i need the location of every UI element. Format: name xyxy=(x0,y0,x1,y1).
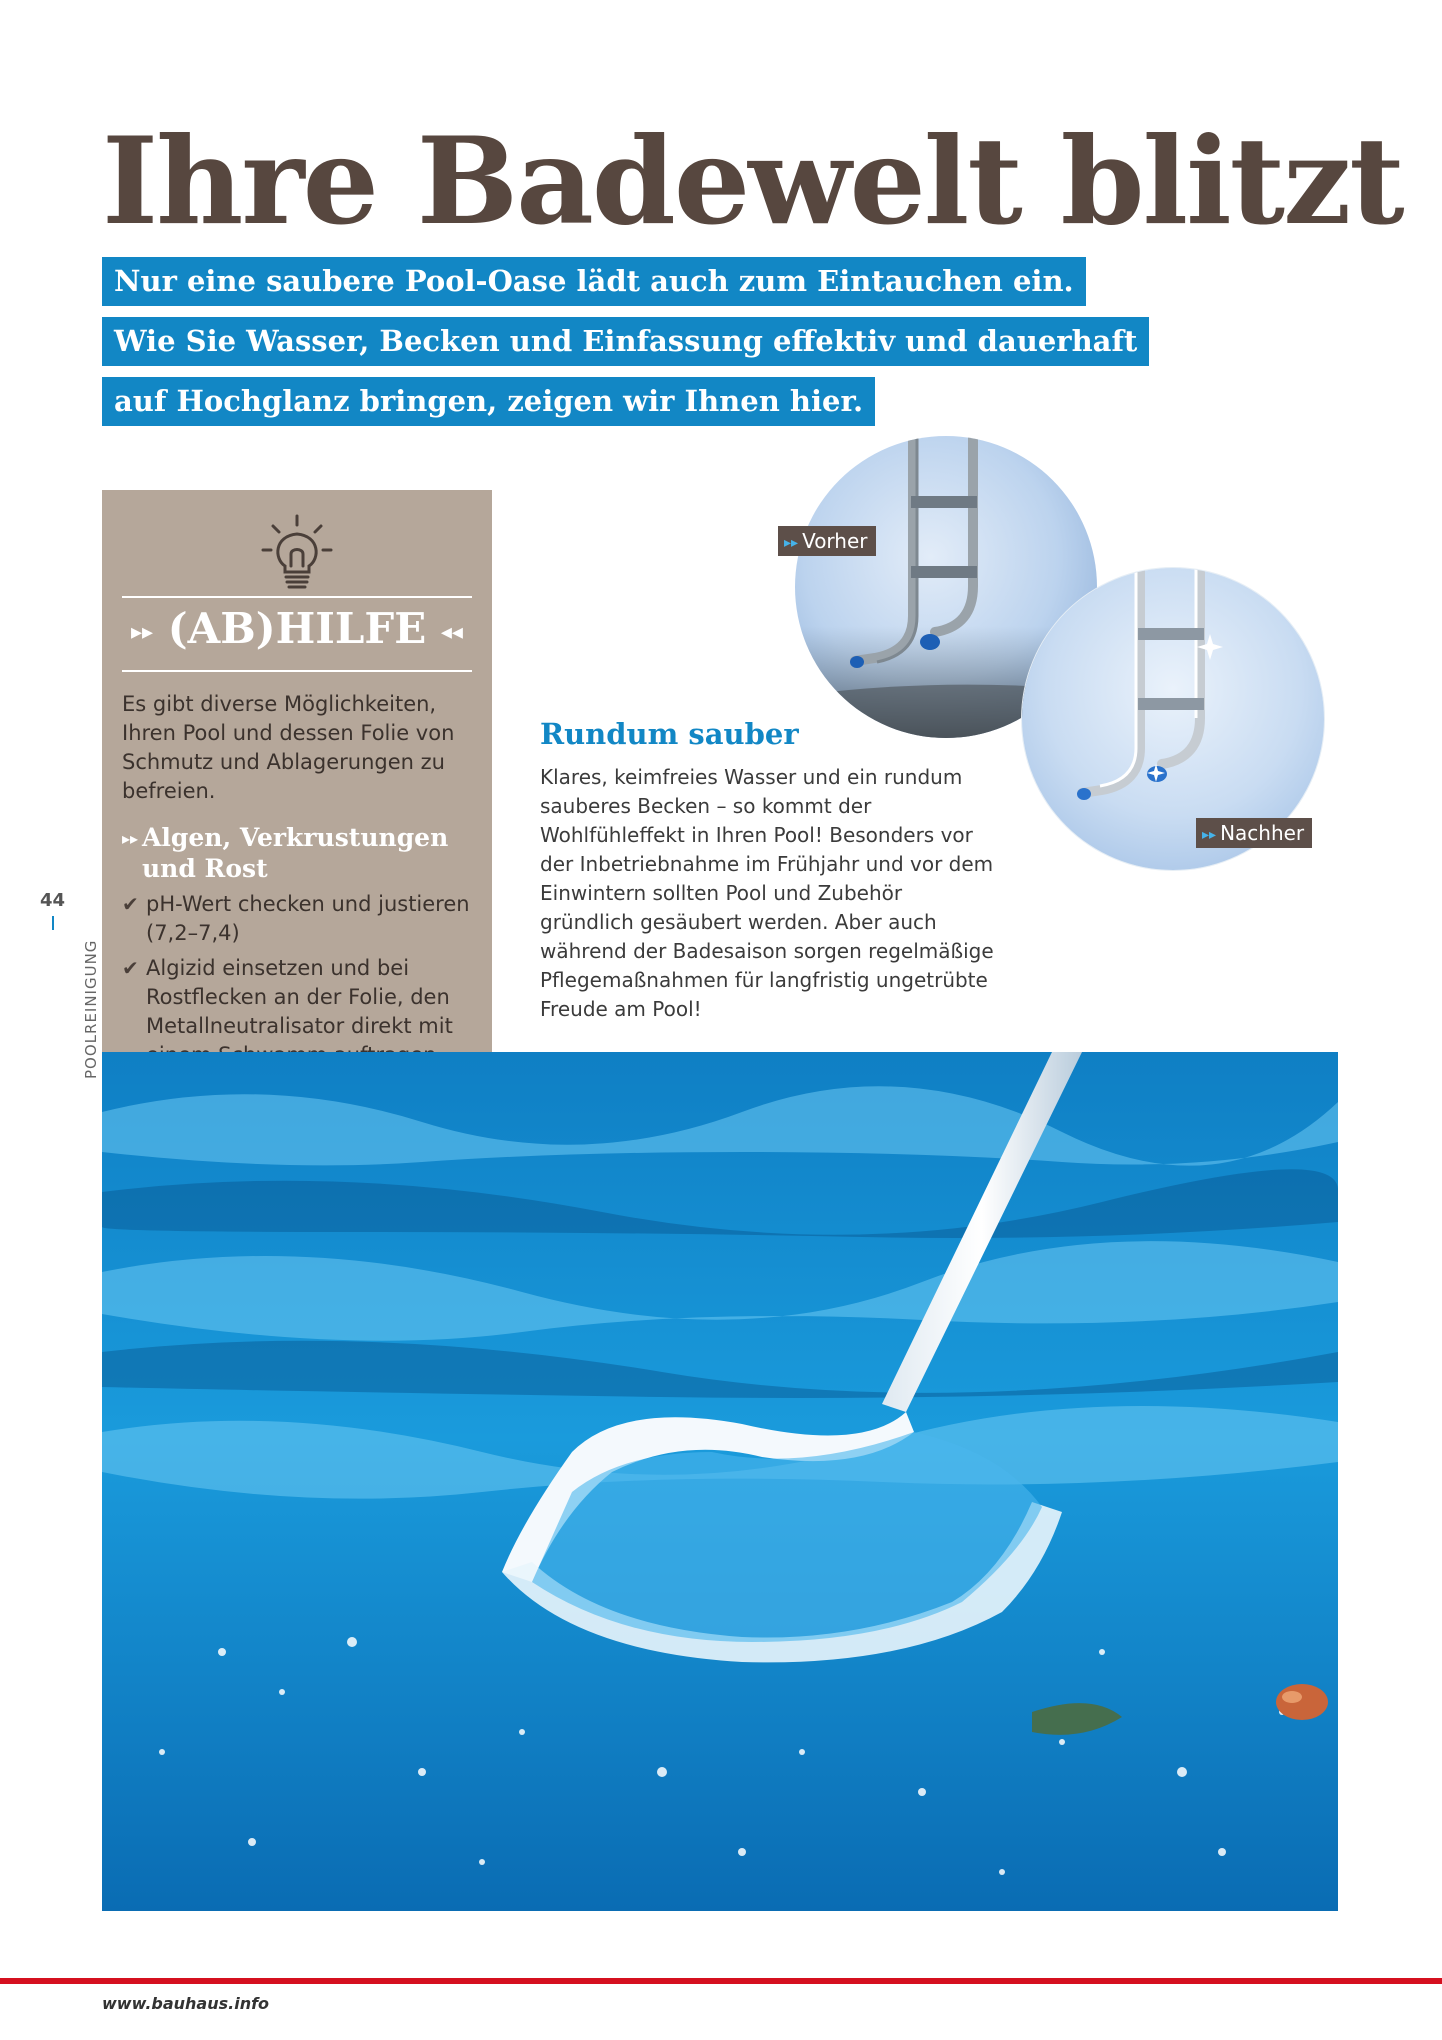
double-chevron-left-icon: ◂◂ xyxy=(440,619,463,645)
pool-skimmer-net-image xyxy=(102,1052,1338,1911)
double-chevron-right-icon: ▸▸ xyxy=(784,535,799,551)
lead-line-1: Nur eine saubere Pool-Oase lädt auch zum Eintauchen ein. xyxy=(102,257,1086,306)
sidebar-top-rule xyxy=(122,596,472,598)
sidebar-bottom-rule xyxy=(122,670,472,672)
double-chevron-right-icon: ▸▸ xyxy=(131,619,154,645)
after-label-text: Nachher xyxy=(1220,821,1305,845)
sidebar-title-text: (AB)HILFE xyxy=(167,604,427,653)
tip-item-text: Algizid einsetzen und bei Rostflecken an der Folie, den Metallneutralisator direkt mit xyxy=(146,956,453,1038)
before-label-text: Vorher xyxy=(802,529,868,553)
article-title: Rundum sauber xyxy=(540,717,799,751)
tip-item-text: pH-Wert checken und justieren (7,2–7,4) xyxy=(146,892,470,945)
tip-section xyxy=(122,822,472,1070)
article-body: Klares, keimfreies Wasser und ein rundum sauberes Becken – so kommt der Wohlfühleffekt in Ihren Pool! Besonders vor der Inbetriebnahme im Frühjahr und vor dem Einwintern sollten Pool und Zubehör gründlich gesäubert werden. Aber auch während der Badesaison sorgen regelmäßige Pflegemaßnahmen für langfristig ungetrübte Freude am Pool! xyxy=(540,765,994,1021)
page-headline: Ihre Badewelt blitzt xyxy=(102,111,1403,252)
after-label xyxy=(1196,818,1312,848)
tip-section-heading xyxy=(122,822,472,884)
pool-skimmer-photo xyxy=(102,1052,1338,1911)
lead-line-2: Wie Sie Wasser, Becken und Einfassung effektiv und dauerhaft xyxy=(102,317,1149,366)
footer-rule xyxy=(0,1978,1442,1984)
checkmark-icon: ✔ xyxy=(122,892,139,916)
sidebar-title xyxy=(122,604,472,653)
before-label xyxy=(778,526,876,556)
section-label: POOLREINIGUNG xyxy=(82,939,100,1079)
page-number: 44 xyxy=(40,890,66,911)
tip-heading-text: Algen, Verkrustungen und Rost xyxy=(142,823,449,883)
double-chevron-right-icon: ▸▸ xyxy=(122,829,139,848)
double-chevron-right-icon: ▸▸ xyxy=(1202,827,1217,843)
page-number-marker xyxy=(52,916,54,930)
checkmark-icon: ✔ xyxy=(122,956,139,980)
tip-item xyxy=(122,890,472,948)
footer-url[interactable]: www.bauhaus.info xyxy=(102,1994,270,2013)
sidebar-intro: Es gibt diverse Möglichkeiten, Ihren Pool und dessen Folie von Schmutz und Ablagerungen zu befreien. xyxy=(122,692,455,803)
lead-line-3: auf Hochglanz bringen, zeigen wir Ihnen hier. xyxy=(102,377,875,426)
light-bulb-icon xyxy=(258,514,336,594)
